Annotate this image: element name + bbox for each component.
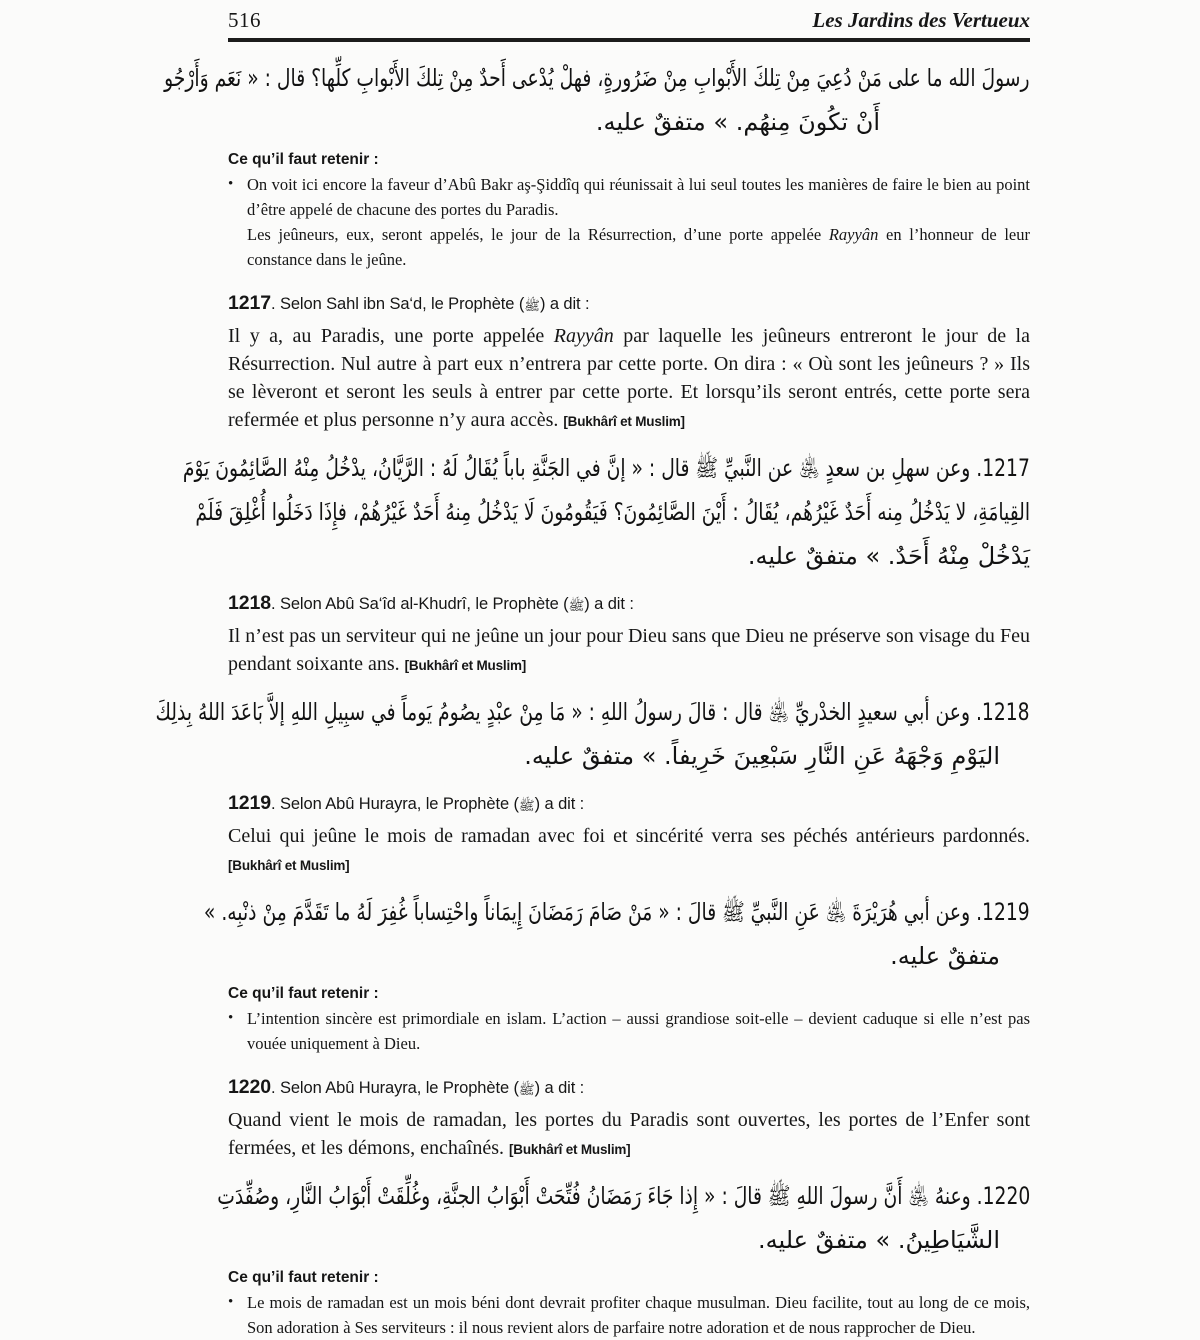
section-heading bbox=[228, 592, 1030, 618]
hadith-number: 1220 bbox=[228, 1076, 271, 1098]
hadith-french-text bbox=[228, 1106, 1030, 1164]
source-tag: [Bukhârî et Muslim] bbox=[228, 858, 350, 873]
saw-symbol: ﷺ bbox=[518, 799, 535, 814]
section-heading bbox=[228, 1076, 1030, 1102]
body-text: Il y a, au Paradis, une porte appelée bbox=[228, 325, 554, 347]
hadith-section-1218 bbox=[155, 592, 1030, 778]
retenir-block-sincerite bbox=[228, 984, 1030, 1056]
body-text: Quand vient le mois de ramadan, les portes du Paradis sont ouvertes, les portes de l’Enfer sont fermées, et les démons, enchaînés. bbox=[228, 1109, 1030, 1159]
retenir-bullet bbox=[228, 1006, 1030, 1056]
arabic-text: أَنْ تكُونَ مِنهُم. » متفقٌ عليه. bbox=[595, 108, 880, 136]
arabic-text: متفقٌ عليه. bbox=[890, 942, 1000, 970]
saw-symbol: ﷺ bbox=[518, 1083, 535, 1098]
retenir-bullet-text: Le mois de ramadan est un mois béni dont devrait profiter chaque musulman. Dieu facilite, tout au long de ce mois, Son adoration à Ses serviteurs : il nous revient alors de parfaire notre adoration et de nous rapprocher de Dieu. bbox=[247, 1293, 1030, 1337]
arabic-line bbox=[204, 890, 1030, 934]
bullet-marker: • bbox=[228, 1294, 234, 1310]
saw-symbol: ﷺ bbox=[568, 599, 585, 614]
arabic-text: رسولَ الله ما على مَنْ دُعِيَ مِنْ تِلكَ الأَبْوابِ مِنْ ضَرُورةٍ، فهلْ يُدْعى أَحدٌ مِنْ تِلكَ الأَبْوابِ كلِّها؟ قال : « نَعَم وَأَرْجُو bbox=[164, 64, 1030, 92]
hadith-arabic-block bbox=[217, 1174, 1030, 1262]
book-title: Les Jardins des Vertueux bbox=[812, 8, 1030, 32]
retenir-bullet bbox=[228, 172, 1030, 222]
section-heading bbox=[228, 292, 1030, 318]
arabic-text: 1220. وعنهُ ﵁ أَنَّ رسولَ اللهِ ﷺ قالَ : « إِذا جَاءَ رَمَضَانُ فُتِّحَتْ أَبْوَابُ الجنَّةِ، وغُلِّقَتْ أَبْوَابُ النَّارِ، وصُفِّدَتِ bbox=[217, 1182, 1030, 1210]
arabic-text: 1218. وعن أبي سعيدٍ الخدْريِّ ﵁ قال : قالَ رسولُ اللهِ : « مَا مِنْ عبْدٍ يصُومُ يَوماً في سبِيلِ اللهِ إلاَّ بَاعَدَ اللهُ بِذلِكَ bbox=[155, 698, 1030, 726]
heading-text: ) a dit : bbox=[584, 595, 634, 613]
hadith-number: 1218 bbox=[228, 592, 271, 614]
arabic-text: 1219. وعن أبي هُرَيْرَةَ ﵁ عَنِ النَّبيِّ ﷺ قالَ : « مَنْ صَامَ رَمَضَانَ إِيمَاناً واحْتِساباً غُفِرَ لَهُ ما تَقَدَّمَ مِنْ ذنْبِه. » bbox=[204, 898, 1030, 926]
retenir-label: Ce qu’il faut retenir : bbox=[228, 151, 379, 168]
arabic-line bbox=[155, 690, 1030, 734]
section-heading bbox=[228, 792, 1030, 818]
hadith-french-text bbox=[228, 322, 1030, 436]
heading-text: . Selon Sahl ibn Sa‘d, le Prophète ( bbox=[270, 295, 525, 313]
hadith-section-1220 bbox=[217, 1076, 1030, 1262]
page-header bbox=[228, 8, 1030, 42]
hadith-arabic-block bbox=[183, 446, 1030, 578]
arabic-continuation-block bbox=[164, 56, 1030, 144]
heading-text: ) a dit : bbox=[539, 295, 590, 313]
arabic-text: يَدْخُلْ مِنْهُ أَحَدٌ. » متفقٌ عليه. bbox=[747, 542, 1030, 570]
hadith-section-1219 bbox=[204, 792, 1030, 978]
note-text: en l’honneur de leur constance dans le jeûne. bbox=[247, 225, 1031, 269]
body-italic-term: Rayyân bbox=[553, 325, 614, 347]
retenir-label: Ce qu’il faut retenir : bbox=[228, 985, 379, 1002]
heading-text: ) a dit : bbox=[534, 795, 585, 813]
heading-text: . Selon Abû Sa‘îd al-Khudrî, le Prophète ( bbox=[270, 595, 569, 613]
hadith-number: 1219 bbox=[228, 792, 271, 814]
retenir-label: Ce qu’il faut retenir : bbox=[228, 1269, 379, 1286]
arabic-text: اليَوْمِ وَجْهَهُ عَنِ النَّارِ سَبْعِينَ خَرِيفاً. » متفقٌ عليه. bbox=[524, 742, 1000, 770]
heading-text: ) a dit : bbox=[534, 1079, 585, 1097]
arabic-line bbox=[228, 934, 1030, 978]
hadith-french-text bbox=[228, 822, 1030, 880]
note-italic-term: Rayyân bbox=[828, 225, 879, 244]
arabic-line bbox=[164, 56, 1030, 100]
hadith-number: 1217 bbox=[228, 292, 271, 314]
arabic-text: 1217. وعن سهلِ بن سعدٍ ﵁ عن النَّبيِّ ﷺ قال : « إنَّ في الجَنَّةِ باباً يُقَالُ لَهُ : الرَّيَّانُ، يدْخُلُ مِنْهُ الصَّائِمُونَ يَوْمَ bbox=[183, 454, 1030, 482]
hadith-arabic-block bbox=[204, 890, 1030, 978]
page-number: 516 bbox=[228, 8, 261, 32]
source-tag: [Bukhârî et Muslim] bbox=[563, 414, 685, 429]
heading-text: . Selon Abû Hurayra, le Prophète ( bbox=[270, 1079, 519, 1097]
note-text: Les jeûneurs, eux, seront appelés, le jour de la Résurrection, d’une porte appelée bbox=[247, 225, 829, 244]
body-text: Il n’est pas un serviteur qui ne jeûne un jour pour Dieu sans que Dieu ne préserve son visage du Feu pendant soixante ans. bbox=[228, 625, 1030, 675]
retenir-note bbox=[247, 222, 1030, 272]
source-tag: [Bukhârî et Muslim] bbox=[404, 658, 527, 673]
arabic-line bbox=[195, 490, 1030, 534]
saw-symbol: ﷺ bbox=[524, 299, 540, 314]
retenir-block-ramadan bbox=[228, 1268, 1030, 1340]
arabic-line bbox=[228, 534, 1030, 578]
arabic-line bbox=[183, 446, 1030, 490]
hadith-section-1217 bbox=[183, 292, 1030, 578]
source-tag: [Bukhârî et Muslim] bbox=[509, 1142, 631, 1157]
arabic-line bbox=[228, 1218, 1030, 1262]
retenir-bullet-text: L’intention sincère est primordiale en islam. L’action – aussi grandiose soit-elle – devient caduque si elle n’est pas vouée uniquement à Dieu. bbox=[247, 1009, 1030, 1053]
retenir-bullet bbox=[228, 1290, 1030, 1340]
arabic-line bbox=[228, 100, 1030, 144]
arabic-text: القِيامَةِ، لا يَدْخُلُ مِنه أَحَدٌ غَيْرُهُم، يُقَالُ : أَيْنَ الصَّائِمُونَ؟ فَيَقُومُونَ لَا يَدْخُلُ مِنهُ أَحَدٌ غَيْرُهُمْ، فإِذَا دَخَلُوا أُغْلِقَ فَلَمْ bbox=[195, 498, 1030, 526]
arabic-line bbox=[228, 734, 1030, 778]
body-text: Celui qui jeûne le mois de ramadan avec foi et sincérité verra ses péchés antérieurs pardonnés. bbox=[228, 825, 1030, 847]
retenir-bullet-text: On voit ici encore la faveur d’Abû Bakr aş-Şiddîq qui réunissait à lui seul toutes les manières de faire le bien au point d’être appelé de chacune des portes du Paradis. bbox=[247, 175, 1030, 219]
bullet-marker: • bbox=[228, 1010, 234, 1026]
arabic-line bbox=[217, 1174, 1030, 1218]
retenir-block-intro bbox=[228, 150, 1030, 272]
heading-text: . Selon Abû Hurayra, le Prophète ( bbox=[270, 795, 519, 813]
arabic-text: الشَّيَاطِينُ. » متفقٌ عليه. bbox=[757, 1226, 1000, 1254]
body-text: par laquelle les jeûneurs entreront le jour de la Résurrection. Nul autre à part eux n’entrera par cette porte. On dira : « Où sont les jeûneurs ? » Ils se lèveront et seront les seuls à entrer par cette porte. Et lorsqu’ils seront entrés, cette porte sera refermée et plus personne n’y aura accès. bbox=[228, 325, 1030, 431]
hadith-french-text bbox=[228, 622, 1030, 680]
bullet-marker: • bbox=[228, 176, 234, 192]
hadith-arabic-block bbox=[155, 690, 1030, 778]
